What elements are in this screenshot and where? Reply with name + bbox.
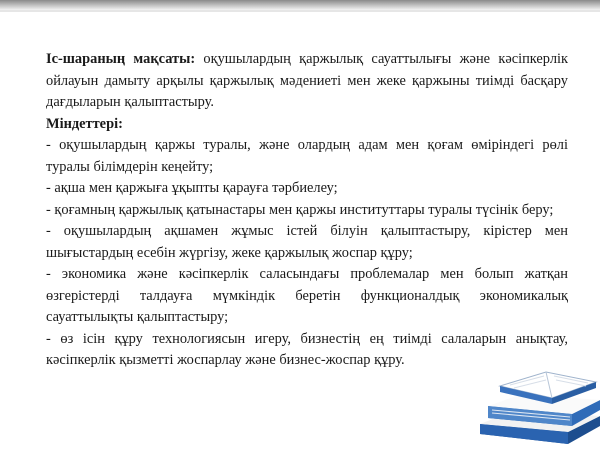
goal-text: оқушылардың қаржылық сауаттылығы және кәсіпкерлік ойлауын дамыту арқылы қаржылық мәдениеті мен жеке қаржыны тиімді басқару дағдыларын қалыптастыру.	[46, 51, 568, 110]
top-divider	[0, 10, 600, 12]
task-item: - қоғамның қаржылық қатынастары мен қаржы институттары туралы түсінік беру;	[46, 201, 554, 218]
slide-body	[46, 49, 568, 372]
task-item: - оқушылардың қаржы туралы, және олардың адам мен қоғам өміріндегі рөлі туралы білімдерін кеңейту;	[46, 137, 568, 175]
task-item: - ақша мен қаржыға ұқыпты қарауға тәрбиелеу;	[46, 180, 338, 196]
book-stack-icon	[460, 340, 600, 450]
task-item: - экономика және кәсіпкерлік саласындағы проблемалар мен болып жатқан өзгерістерді талдауға мүмкіндік беретін функционалдық экономикалық сауаттылықты қалыптастыру;	[46, 266, 568, 325]
task-item: - оқушылардың ақшамен жұмыс істей білуін қалыптастыру, кірістер мен шығыстардың есебін жүргізу, жеке қаржылық жоспар құру;	[46, 223, 568, 261]
tasks-heading-label: Міндеттері:	[46, 115, 123, 132]
goal-paragraph	[46, 49, 568, 114]
task-item: - өз ісін құру технологиясын игеру, бизнестің ең тиімді салаларын анықтау, кәсіпкерлік қызметті жоспарлау және бизнес-жоспар құру.	[46, 330, 568, 368]
goal-label: Іс-шараның мақсаты:	[46, 51, 196, 67]
top-decorative-bar	[0, 0, 600, 10]
tasks-heading	[46, 114, 568, 136]
